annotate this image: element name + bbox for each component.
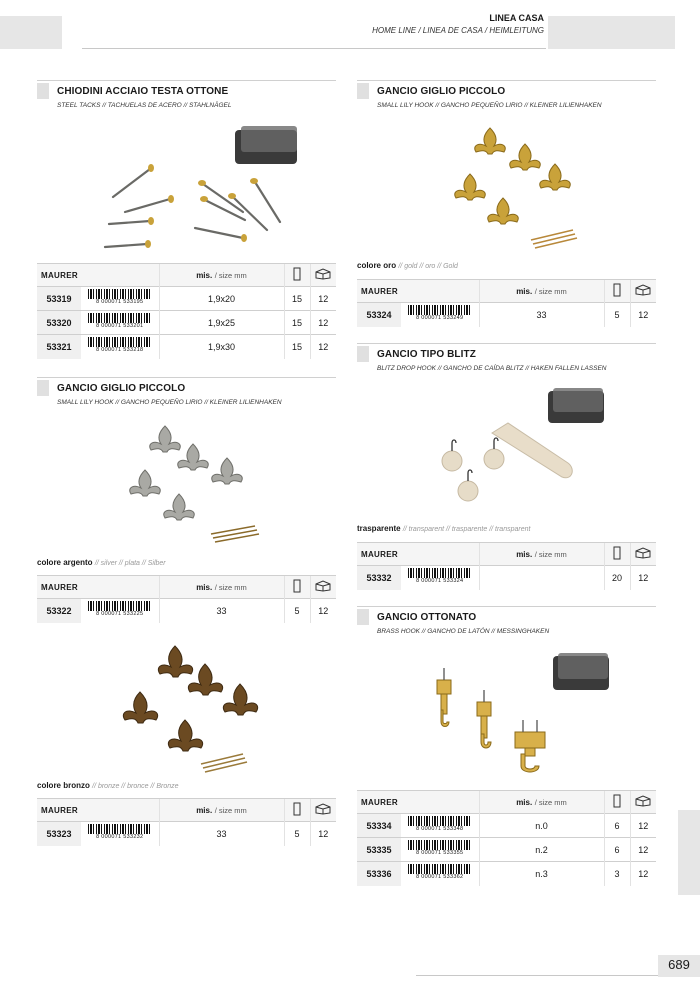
product-table-lily-bronze: [37, 798, 336, 846]
lily-hook-bronze-image: [115, 640, 265, 775]
header-rule: [82, 48, 546, 49]
header-tab-left: [0, 16, 62, 49]
table-row: 53322 8 000071 533225 33 5 12: [37, 599, 336, 623]
table-row: 53320 8 000071 533201 1,9x25 15 12: [37, 311, 336, 335]
size-header: mis. / size mm: [479, 791, 604, 814]
section-title: GANCIO OTTONATO: [377, 612, 477, 623]
barcode: 8 000071 533232: [88, 824, 152, 841]
size-header: mis. / size mm: [159, 264, 284, 287]
inner-pack-icon: [284, 264, 310, 287]
lily-hook-silver-image: [115, 418, 265, 548]
section-title: CHIODINI ACCIAIO TESTA OTTONE: [57, 86, 229, 97]
barcode: 8 000071 533195: [88, 289, 152, 306]
barcode: 8 000071 533225: [88, 601, 152, 618]
brand-logo: MAURER: [361, 287, 398, 296]
product-table-lily-silver: [37, 575, 336, 623]
barcode: 8 000071 533218: [88, 337, 152, 354]
size-header: mis. / size mm: [159, 799, 284, 822]
page-number: 689: [668, 957, 690, 972]
side-tab: [678, 810, 700, 895]
section-blitz-hook: [357, 343, 656, 383]
inner-pack-icon: [284, 799, 310, 822]
table-row: 53321 8 000071 533218 1,9x30 15 12: [37, 335, 336, 359]
table-row: 53332 8 000071 533324 20 12: [357, 566, 656, 590]
blitz-hook-image: [430, 385, 610, 515]
barcode: 8 000071 533362: [408, 864, 472, 881]
product-table-steel-tacks: [37, 263, 336, 359]
header-subtitle: HOME LINE / LINEA DE CASA / HEIMLEITUNG: [372, 26, 544, 35]
product-table-blitz: [357, 542, 656, 590]
barcode: 8 000071 533249: [408, 305, 472, 322]
section-lily-hook-gold: [357, 80, 656, 120]
table-row: 53336 8 000071 533362 n.3 3 12: [357, 862, 656, 886]
section-lily-hook-silver: [37, 377, 336, 417]
box-icon: [310, 576, 336, 599]
barcode: 8 000071 533355: [408, 840, 472, 857]
table-row: 53324 8 000071 533249 33 5 12: [357, 303, 656, 327]
section-marker: [357, 83, 369, 99]
size-header: mis. / size mm: [479, 543, 604, 566]
lily-hook-gold-image: [445, 122, 585, 252]
brand-logo: MAURER: [41, 271, 78, 280]
color-label: colore oro // gold // oro // Gold: [357, 261, 458, 270]
table-row: 53334 8 000071 533348 n.0 6 12: [357, 814, 656, 838]
section-steel-tacks: [37, 80, 336, 120]
color-label: colore argento // silver // plata // Silber: [37, 558, 166, 567]
brand-logo: MAURER: [361, 550, 398, 559]
color-label: trasparente // transparent // trasparente // transparent: [357, 524, 531, 533]
color-label: colore bronzo // bronze // bronce // Bronze: [37, 781, 179, 790]
section-subtitle: BLITZ DROP HOOK // GANCHO DE CAÍDA BLITZ // HAKEN FALLEN LASSEN: [377, 365, 607, 372]
inner-pack-icon: [604, 280, 630, 303]
table-row: 53335 8 000071 533355 n.2 6 12: [357, 838, 656, 862]
box-icon: [630, 543, 656, 566]
section-subtitle: BRASS HOOK // GANCHO DE LATÓN // MESSINGHAKEN: [377, 628, 550, 635]
size-header: mis. / size mm: [159, 576, 284, 599]
footer-rule: [416, 975, 658, 976]
brand-logo: MAURER: [361, 798, 398, 807]
section-marker: [357, 346, 369, 362]
inner-pack-icon: [604, 543, 630, 566]
section-title: GANCIO GIGLIO PICCOLO: [57, 383, 186, 394]
box-icon: [310, 264, 336, 287]
box-icon: [310, 799, 336, 822]
header-tab-right: [548, 16, 675, 49]
inner-pack-icon: [284, 576, 310, 599]
box-icon: [630, 280, 656, 303]
box-icon: [630, 791, 656, 814]
section-marker: [37, 380, 49, 396]
barcode: 8 000071 533324: [408, 568, 472, 585]
product-table-lily-gold: [357, 279, 656, 327]
section-subtitle: SMALL LILY HOOK // GANCHO PEQUEÑO LIRIO // KLEINER LILIENHAKEN: [377, 102, 602, 109]
barcode: 8 000071 533201: [88, 313, 152, 330]
section-title: GANCIO GIGLIO PICCOLO: [377, 86, 506, 97]
section-marker: [37, 83, 49, 99]
product-table-brass: [357, 790, 656, 886]
section-subtitle: SMALL LILY HOOK // GANCHO PEQUEÑO LIRIO // KLEINER LILIENHAKEN: [57, 399, 282, 406]
section-marker: [357, 609, 369, 625]
size-header: mis. / size mm: [479, 280, 604, 303]
table-row: 53319 8 000071 533195 1,9x20 15 12: [37, 287, 336, 311]
section-subtitle: STEEL TACKS // TACHUELAS DE ACERO // STAHLNÄGEL: [57, 102, 232, 109]
barcode: 8 000071 533348: [408, 816, 472, 833]
inner-pack-icon: [604, 791, 630, 814]
section-title: GANCIO TIPO BLITZ: [377, 349, 476, 360]
header-title: LINEA CASA: [489, 13, 544, 23]
steel-tacks-image: [95, 122, 305, 257]
brand-logo: MAURER: [41, 583, 78, 592]
brand-logo: MAURER: [41, 806, 78, 815]
table-row: 53323 8 000071 533232 33 5 12: [37, 822, 336, 846]
section-brass-hook: [357, 606, 656, 646]
brass-hook-image: [425, 650, 615, 780]
